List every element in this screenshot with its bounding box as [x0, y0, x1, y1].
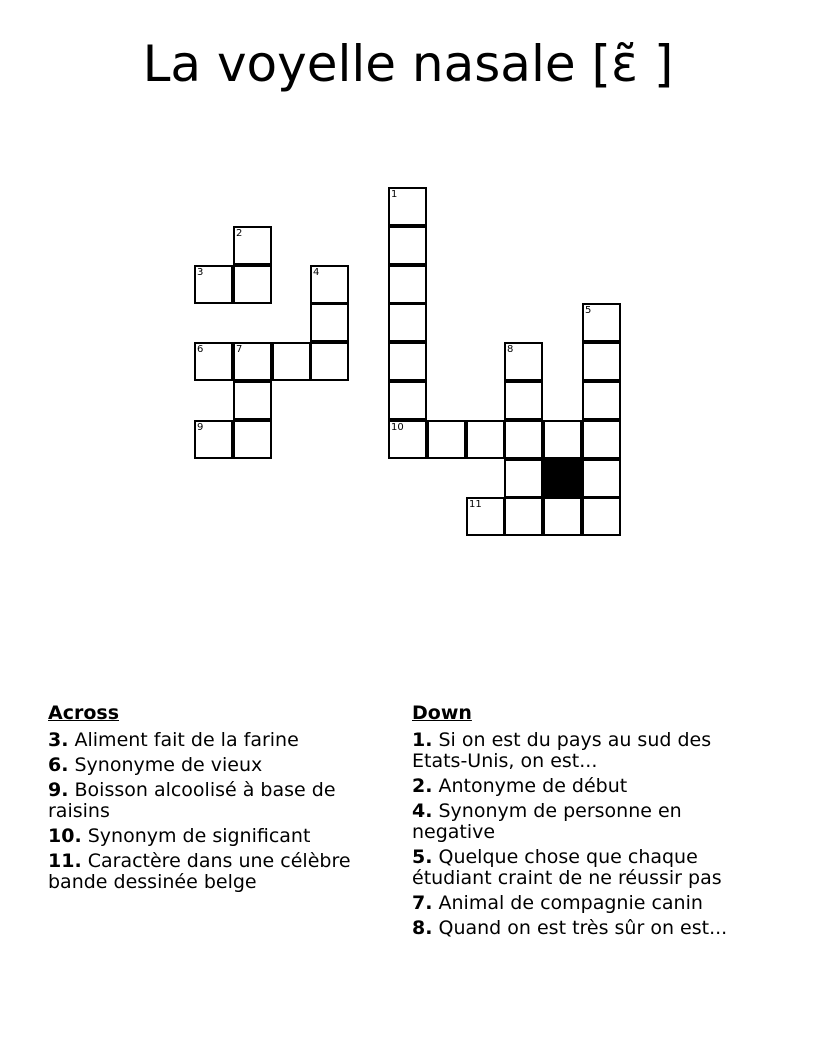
grid-cell[interactable] — [310, 342, 349, 381]
grid-cell[interactable] — [233, 381, 272, 420]
grid-cell[interactable] — [543, 497, 582, 536]
cell-number: 4 — [313, 267, 320, 278]
cell-number: 11 — [469, 499, 482, 510]
grid-cell[interactable] — [504, 342, 543, 381]
grid-cell[interactable] — [233, 226, 272, 265]
clue-down-2[interactable]: 2. Antonyme de début — [412, 775, 628, 797]
grid-cell[interactable] — [388, 187, 427, 226]
grid-cell[interactable] — [310, 265, 349, 304]
grid-cell[interactable] — [388, 342, 427, 381]
cell-number: 7 — [236, 344, 243, 355]
clue-across-3[interactable]: 3. Aliment fait de la farine — [48, 729, 299, 751]
grid-cell[interactable] — [582, 459, 621, 498]
blocked-cell — [543, 459, 582, 498]
grid-cell[interactable] — [194, 265, 233, 304]
grid-cell[interactable] — [388, 381, 427, 420]
grid-cell[interactable] — [388, 265, 427, 304]
across-clues — [48, 700, 388, 893]
clue-down-5[interactable]: 5. Quelque chose que chaque étudiant craint de ne réussir pas — [412, 846, 722, 889]
grid-cell[interactable] — [466, 497, 505, 536]
grid-cell[interactable] — [543, 420, 582, 459]
grid-cell[interactable] — [504, 420, 543, 459]
grid-cell[interactable] — [233, 420, 272, 459]
grid-cell[interactable] — [582, 497, 621, 536]
clue-down-8[interactable]: 8. Quand on est très sûr on est... — [412, 917, 728, 939]
clue-down-7[interactable]: 7. Animal de compagnie canin — [412, 892, 703, 914]
clue-across-6[interactable]: 6. Synonyme de vieux — [48, 754, 263, 776]
grid-cell[interactable] — [233, 342, 272, 381]
cell-number: 10 — [391, 422, 404, 433]
grid-cell[interactable] — [466, 420, 505, 459]
clue-across-11[interactable]: 11. Caractère dans une célèbre bande dessinée belge — [48, 850, 351, 893]
grid-cell[interactable] — [310, 303, 349, 342]
grid-cell[interactable] — [582, 420, 621, 459]
cell-number: 5 — [585, 305, 592, 316]
cell-number: 8 — [507, 344, 514, 355]
grid-cell[interactable] — [582, 342, 621, 381]
cell-number: 2 — [236, 228, 243, 239]
page-title: La voyelle nasale [ɛ̃ ] — [142, 35, 674, 93]
grid-cell[interactable] — [582, 303, 621, 342]
grid-cell[interactable] — [582, 381, 621, 420]
down-clues — [412, 700, 752, 939]
cell-number: 6 — [197, 344, 204, 355]
grid-cell[interactable] — [272, 342, 311, 381]
grid-cell[interactable] — [388, 226, 427, 265]
cell-number: 3 — [197, 267, 204, 278]
clue-across-10[interactable]: 10. Synonym de significant — [48, 825, 311, 847]
grid-cell[interactable] — [194, 420, 233, 459]
grid-cell[interactable] — [388, 303, 427, 342]
grid-cell[interactable] — [233, 265, 272, 304]
cell-number: 9 — [197, 422, 204, 433]
grid-cell[interactable] — [504, 459, 543, 498]
across-heading: Across — [48, 702, 120, 724]
grid-cell[interactable] — [388, 420, 427, 459]
down-heading: Down — [412, 702, 472, 724]
clue-across-9[interactable]: 9. Boisson alcoolisé à base de raisins — [48, 779, 336, 822]
cell-number: 1 — [391, 189, 398, 200]
grid-cell[interactable] — [194, 342, 233, 381]
grid-cell[interactable] — [504, 497, 543, 536]
clue-down-1[interactable]: 1. Si on est du pays au sud des Etats-Unis, on est... — [412, 729, 712, 772]
grid-cell[interactable] — [504, 381, 543, 420]
grid-cell[interactable] — [427, 420, 466, 459]
clue-down-4[interactable]: 4. Synonym de personne en negative — [412, 800, 682, 843]
